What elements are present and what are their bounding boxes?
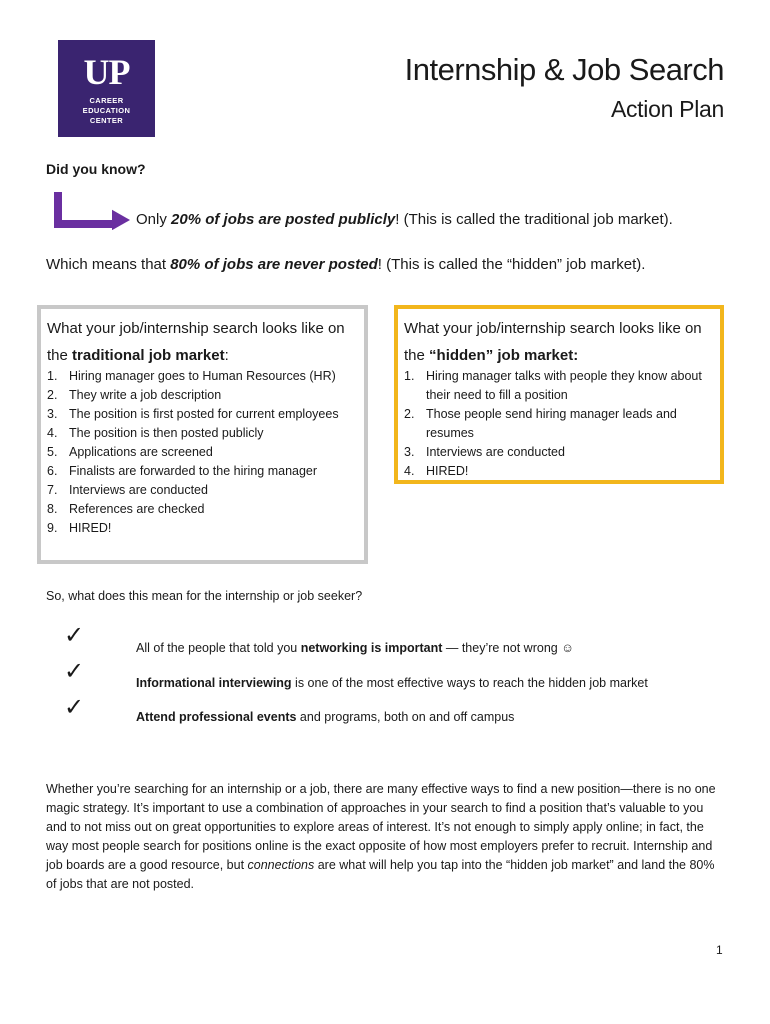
hidden-steps-list bbox=[404, 367, 719, 481]
heading-text: What your job/internship search looks like on the bbox=[404, 320, 702, 364]
list-item-number: 1. bbox=[404, 369, 415, 383]
list-item bbox=[47, 443, 362, 462]
hidden-market-heading bbox=[404, 315, 714, 369]
heading-bold: traditional job market bbox=[72, 347, 225, 364]
check-icon: ✓ bbox=[64, 658, 85, 685]
logo-line-2: EDUCATION bbox=[82, 106, 131, 115]
up-career-center-logo bbox=[58, 40, 155, 137]
list-item-text: References are checked bbox=[69, 502, 205, 516]
traditional-steps-list bbox=[47, 367, 362, 538]
list-item-text: Those people send hiring manager leads and resumes bbox=[426, 407, 677, 440]
item-text: is one of the most effective ways to reach the hidden job market bbox=[291, 676, 648, 690]
list-item-text: HIRED! bbox=[426, 464, 469, 478]
check-icon: ✓ bbox=[64, 622, 85, 649]
list-item bbox=[47, 405, 362, 424]
list-item-number: 8. bbox=[47, 502, 58, 516]
list-item bbox=[47, 462, 362, 481]
never-posted-statement bbox=[46, 256, 645, 273]
logo-mark: UP bbox=[83, 52, 130, 92]
paragraph-text: Whether you’re searching for an internship or a job, there are many effective ways to find a new position—there is no one magic strategy. It’s important to use a combination of approaches in your search to find a position that’s valuable to you and to not miss out on great opportunities to explore areas of interest. It’s not enough to simply apply online; in fact, the way most people search for positions online is the exact opposite of how most employers prefer to recruit. Internship and job boards are a good resource, but bbox=[46, 782, 716, 872]
list-item bbox=[404, 443, 719, 462]
list-item bbox=[47, 519, 362, 538]
list-item-number: 9. bbox=[47, 521, 58, 535]
list-item-text: The position is then posted publicly bbox=[69, 426, 264, 440]
statement-text: ! (This is called the “hidden” job market). bbox=[377, 256, 646, 273]
logo-line-3: CENTER bbox=[89, 116, 124, 125]
list-item-text: They write a job description bbox=[69, 388, 222, 402]
list-item-number: 2. bbox=[404, 407, 415, 421]
list-item bbox=[404, 367, 719, 405]
list-item-text: Hiring manager goes to Human Resources (HR) bbox=[69, 369, 336, 383]
statement-text: ! (This is called the traditional job market). bbox=[395, 211, 673, 228]
list-item bbox=[47, 386, 362, 405]
heading-text: What your job/internship search looks like on the bbox=[47, 320, 345, 364]
document-subtitle: Action Plan bbox=[610, 96, 724, 122]
list-item-number: 3. bbox=[404, 445, 415, 459]
bent-arrow-icon bbox=[54, 190, 134, 230]
checklist-item-networking bbox=[136, 641, 574, 655]
heading-text: : bbox=[224, 347, 229, 364]
list-item-number: 5. bbox=[47, 445, 58, 459]
list-item bbox=[47, 500, 362, 519]
list-item-number: 3. bbox=[47, 407, 58, 421]
item-text: and programs, both on and off campus bbox=[296, 710, 515, 724]
list-item bbox=[47, 424, 362, 443]
list-item-number: 1. bbox=[47, 369, 58, 383]
statement-text: Which means that bbox=[46, 256, 171, 273]
posted-publicly-statement bbox=[136, 211, 673, 228]
item-text: All of the people that told you bbox=[136, 641, 301, 655]
list-item-text: Interviews are conducted bbox=[426, 445, 565, 459]
hidden-market-box bbox=[394, 305, 724, 484]
traditional-market-box bbox=[37, 305, 368, 564]
list-item-number: 4. bbox=[47, 426, 58, 440]
item-text: — they’re not wrong ☺ bbox=[442, 641, 574, 655]
item-bold: Attend professional events bbox=[136, 710, 297, 724]
did-you-know-heading: Did you know? bbox=[46, 161, 146, 177]
so-what-question: So, what does this mean for the internship or job seeker? bbox=[46, 589, 363, 603]
list-item-text: Interviews are conducted bbox=[69, 483, 208, 497]
document-title: Internship & Job Search bbox=[404, 52, 724, 87]
list-item bbox=[47, 481, 362, 500]
check-icon: ✓ bbox=[64, 694, 85, 721]
page-number: 1 bbox=[716, 943, 723, 957]
list-item-text: Applications are screened bbox=[69, 445, 213, 459]
item-bold: networking is important bbox=[300, 641, 443, 655]
paragraph-emphasis: connections bbox=[247, 858, 315, 872]
list-item bbox=[404, 405, 719, 443]
statement-emphasis: 80% of jobs are never posted bbox=[170, 256, 378, 273]
paragraph-text: are what will help you tap into the “hidden job market” and land the 80% of jobs that are not posted. bbox=[46, 858, 715, 891]
statement-emphasis: 20% of jobs are posted publicly bbox=[171, 211, 396, 228]
list-item bbox=[404, 462, 719, 481]
body-paragraph bbox=[46, 780, 726, 894]
list-item-number: 2. bbox=[47, 388, 58, 402]
list-item-text: Hiring manager talks with people they know about their need to fill a position bbox=[426, 369, 702, 402]
checklist-item-informational bbox=[136, 676, 648, 690]
list-item-text: The position is first posted for current employees bbox=[69, 407, 339, 421]
heading-bold: “hidden” job market: bbox=[429, 347, 579, 364]
list-item-number: 7. bbox=[47, 483, 58, 497]
statement-text: Only bbox=[136, 211, 172, 228]
list-item-number: 6. bbox=[47, 464, 58, 478]
list-item-text: Finalists are forwarded to the hiring manager bbox=[69, 464, 318, 478]
item-bold: Informational interviewing bbox=[136, 676, 292, 690]
list-item bbox=[47, 367, 362, 386]
list-item-text: HIRED! bbox=[69, 521, 112, 535]
list-item-number: 4. bbox=[404, 464, 415, 478]
checklist-item-events bbox=[136, 710, 514, 724]
traditional-market-heading bbox=[47, 315, 357, 369]
logo-line-1: CAREER bbox=[89, 96, 124, 105]
